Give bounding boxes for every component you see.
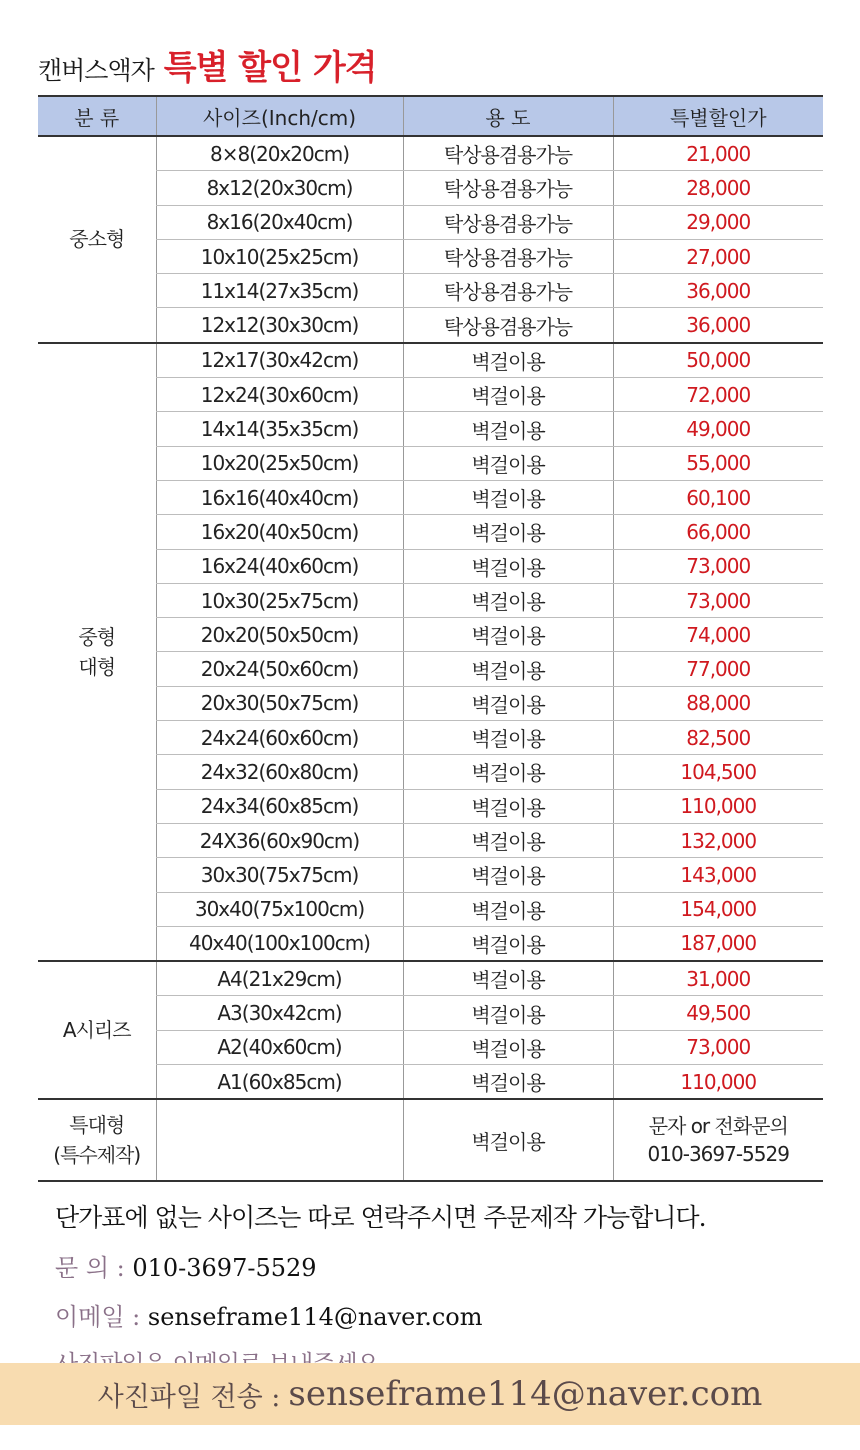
size-cell: 10x20(25x50cm) (156, 446, 403, 480)
footer-email: senseframe114@naver.com (288, 1374, 763, 1414)
size-cell: 14x14(35x35cm) (156, 412, 403, 446)
price-cell: 50,000 (613, 343, 823, 378)
size-cell: 8x12(20x30cm) (156, 171, 403, 205)
table-body (38, 136, 823, 1181)
email-label: 이메일 : (55, 1303, 148, 1331)
size-cell: 8x16(20x40cm) (156, 205, 403, 239)
use-cell: 탁상용겸용가능 (403, 274, 613, 308)
price-cell: 28,000 (613, 171, 823, 205)
price-cell: 110,000 (613, 789, 823, 823)
use-cell: 벽걸이용 (403, 789, 613, 823)
use-cell: 벽걸이용 (403, 1030, 613, 1064)
use-cell: 탁상용겸용가능 (403, 205, 613, 239)
use-cell: 벽걸이용 (403, 1065, 613, 1100)
email-address: senseframe114@naver.com (147, 1303, 483, 1331)
size-cell: 12x24(30x60cm) (156, 378, 403, 412)
use-cell: 벽걸이용 (403, 412, 613, 446)
table-row (38, 171, 823, 205)
size-cell: 16x24(40x60cm) (156, 549, 403, 583)
header-use: 용 도 (403, 96, 613, 136)
table-row (38, 892, 823, 926)
header-size: 사이즈(Inch/cm) (156, 96, 403, 136)
use-cell: 벽걸이용 (403, 618, 613, 652)
price-cell: 문자 or 전화문의 010-3697-5529 (613, 1099, 823, 1181)
table-row (38, 343, 823, 378)
size-cell: 30x30(75x75cm) (156, 858, 403, 892)
use-cell: 벽걸이용 (403, 926, 613, 961)
email-line (55, 1297, 706, 1332)
phone-line (55, 1248, 706, 1283)
size-cell: 20x20(50x50cm) (156, 618, 403, 652)
size-cell: 20x30(50x75cm) (156, 686, 403, 720)
table-row (38, 549, 823, 583)
table-row (38, 480, 823, 514)
price-cell: 82,500 (613, 721, 823, 755)
size-cell: 24x32(60x80cm) (156, 755, 403, 789)
category-cell: A시리즈 (38, 961, 156, 1099)
price-cell: 49,500 (613, 996, 823, 1030)
size-cell: 12x17(30x42cm) (156, 343, 403, 378)
size-cell: 30x40(75x100cm) (156, 892, 403, 926)
price-cell: 66,000 (613, 515, 823, 549)
footer-banner (0, 1363, 860, 1425)
price-cell: 187,000 (613, 926, 823, 961)
table-row (38, 755, 823, 789)
use-cell: 벽걸이용 (403, 755, 613, 789)
table-row (38, 205, 823, 239)
size-cell (156, 1099, 403, 1181)
size-cell: A1(60x85cm) (156, 1065, 403, 1100)
use-cell: 벽걸이용 (403, 892, 613, 926)
price-cell: 104,500 (613, 755, 823, 789)
price-cell: 74,000 (613, 618, 823, 652)
size-cell: 40x40(100x100cm) (156, 926, 403, 961)
table-row (38, 961, 823, 996)
table-row (38, 823, 823, 857)
price-cell: 49,000 (613, 412, 823, 446)
size-cell: A2(40x60cm) (156, 1030, 403, 1064)
size-cell: 10x30(25x75cm) (156, 583, 403, 617)
price-cell: 60,100 (613, 480, 823, 514)
size-cell: 8×8(20x20cm) (156, 136, 403, 171)
size-cell: A4(21x29cm) (156, 961, 403, 996)
size-cell: 24x24(60x60cm) (156, 721, 403, 755)
size-cell: 16x16(40x40cm) (156, 480, 403, 514)
use-cell: 벽걸이용 (403, 823, 613, 857)
phone-number: 010-3697-5529 (132, 1254, 317, 1282)
price-cell: 73,000 (613, 1030, 823, 1064)
table-row (38, 721, 823, 755)
table-row (38, 412, 823, 446)
table-row (38, 378, 823, 412)
price-cell: 73,000 (613, 583, 823, 617)
price-cell: 110,000 (613, 1065, 823, 1100)
price-cell: 73,000 (613, 549, 823, 583)
use-cell: 벽걸이용 (403, 686, 613, 720)
use-cell: 벽걸이용 (403, 378, 613, 412)
price-cell: 154,000 (613, 892, 823, 926)
table-row (38, 858, 823, 892)
table-row (38, 239, 823, 273)
custom-order-note: 단가표에 없는 사이즈는 따로 연락주시면 주문제작 가능합니다. (55, 1203, 706, 1232)
table-row (38, 274, 823, 308)
table-row (38, 1030, 823, 1064)
use-cell: 벽걸이용 (403, 343, 613, 378)
price-cell: 21,000 (613, 136, 823, 171)
use-cell: 탁상용겸용가능 (403, 308, 613, 343)
use-cell: 벽걸이용 (403, 480, 613, 514)
use-cell: 벽걸이용 (403, 583, 613, 617)
use-cell: 벽걸이용 (403, 721, 613, 755)
size-cell: 24X36(60x90cm) (156, 823, 403, 857)
price-cell: 29,000 (613, 205, 823, 239)
price-cell: 36,000 (613, 274, 823, 308)
price-cell: 36,000 (613, 308, 823, 343)
table-row (38, 1099, 823, 1181)
table-row (38, 1065, 823, 1100)
size-cell: 24x34(60x85cm) (156, 789, 403, 823)
use-cell: 벽걸이용 (403, 446, 613, 480)
use-cell: 벽걸이용 (403, 858, 613, 892)
table-row (38, 446, 823, 480)
price-cell: 27,000 (613, 239, 823, 273)
header-price: 특별할인가 (613, 96, 823, 136)
price-cell: 72,000 (613, 378, 823, 412)
table-header-row (38, 96, 823, 136)
page-title (38, 40, 377, 90)
table-row (38, 686, 823, 720)
phone-label: 문 의 : (55, 1254, 133, 1282)
price-table (38, 95, 823, 1182)
table-row (38, 515, 823, 549)
price-cell: 55,000 (613, 446, 823, 480)
use-cell: 벽걸이용 (403, 1099, 613, 1181)
category-cell: 특대형 (특수제작) (38, 1099, 156, 1181)
size-cell: 16x20(40x50cm) (156, 515, 403, 549)
use-cell: 벽걸이용 (403, 652, 613, 686)
price-cell: 77,000 (613, 652, 823, 686)
category-cell: 중소형 (38, 136, 156, 343)
table-row (38, 136, 823, 171)
size-cell: 20x24(50x60cm) (156, 652, 403, 686)
table-row (38, 789, 823, 823)
notes (55, 1198, 706, 1379)
price-cell: 132,000 (613, 823, 823, 857)
table-row (38, 996, 823, 1030)
price-cell: 31,000 (613, 961, 823, 996)
footer-label: 사진파일 전송 : (97, 1381, 281, 1413)
size-cell: 11x14(27x35cm) (156, 274, 403, 308)
table-row (38, 583, 823, 617)
title-prefix: 캔버스액자 (38, 56, 154, 85)
table-row (38, 308, 823, 343)
category-cell: 중형 대형 (38, 343, 156, 961)
price-cell: 143,000 (613, 858, 823, 892)
use-cell: 탁상용겸용가능 (403, 171, 613, 205)
size-cell: A3(30x42cm) (156, 996, 403, 1030)
table-row (38, 652, 823, 686)
table-row (38, 618, 823, 652)
title-highlight: 특별 할인 가격 (163, 48, 377, 88)
use-cell: 벽걸이용 (403, 515, 613, 549)
use-cell: 탁상용겸용가능 (403, 239, 613, 273)
use-cell: 벽걸이용 (403, 549, 613, 583)
size-cell: 12x12(30x30cm) (156, 308, 403, 343)
header-category: 분 류 (38, 96, 156, 136)
size-cell: 10x10(25x25cm) (156, 239, 403, 273)
table-row (38, 926, 823, 961)
use-cell: 벽걸이용 (403, 996, 613, 1030)
use-cell: 벽걸이용 (403, 961, 613, 996)
price-cell: 88,000 (613, 686, 823, 720)
use-cell: 탁상용겸용가능 (403, 136, 613, 171)
